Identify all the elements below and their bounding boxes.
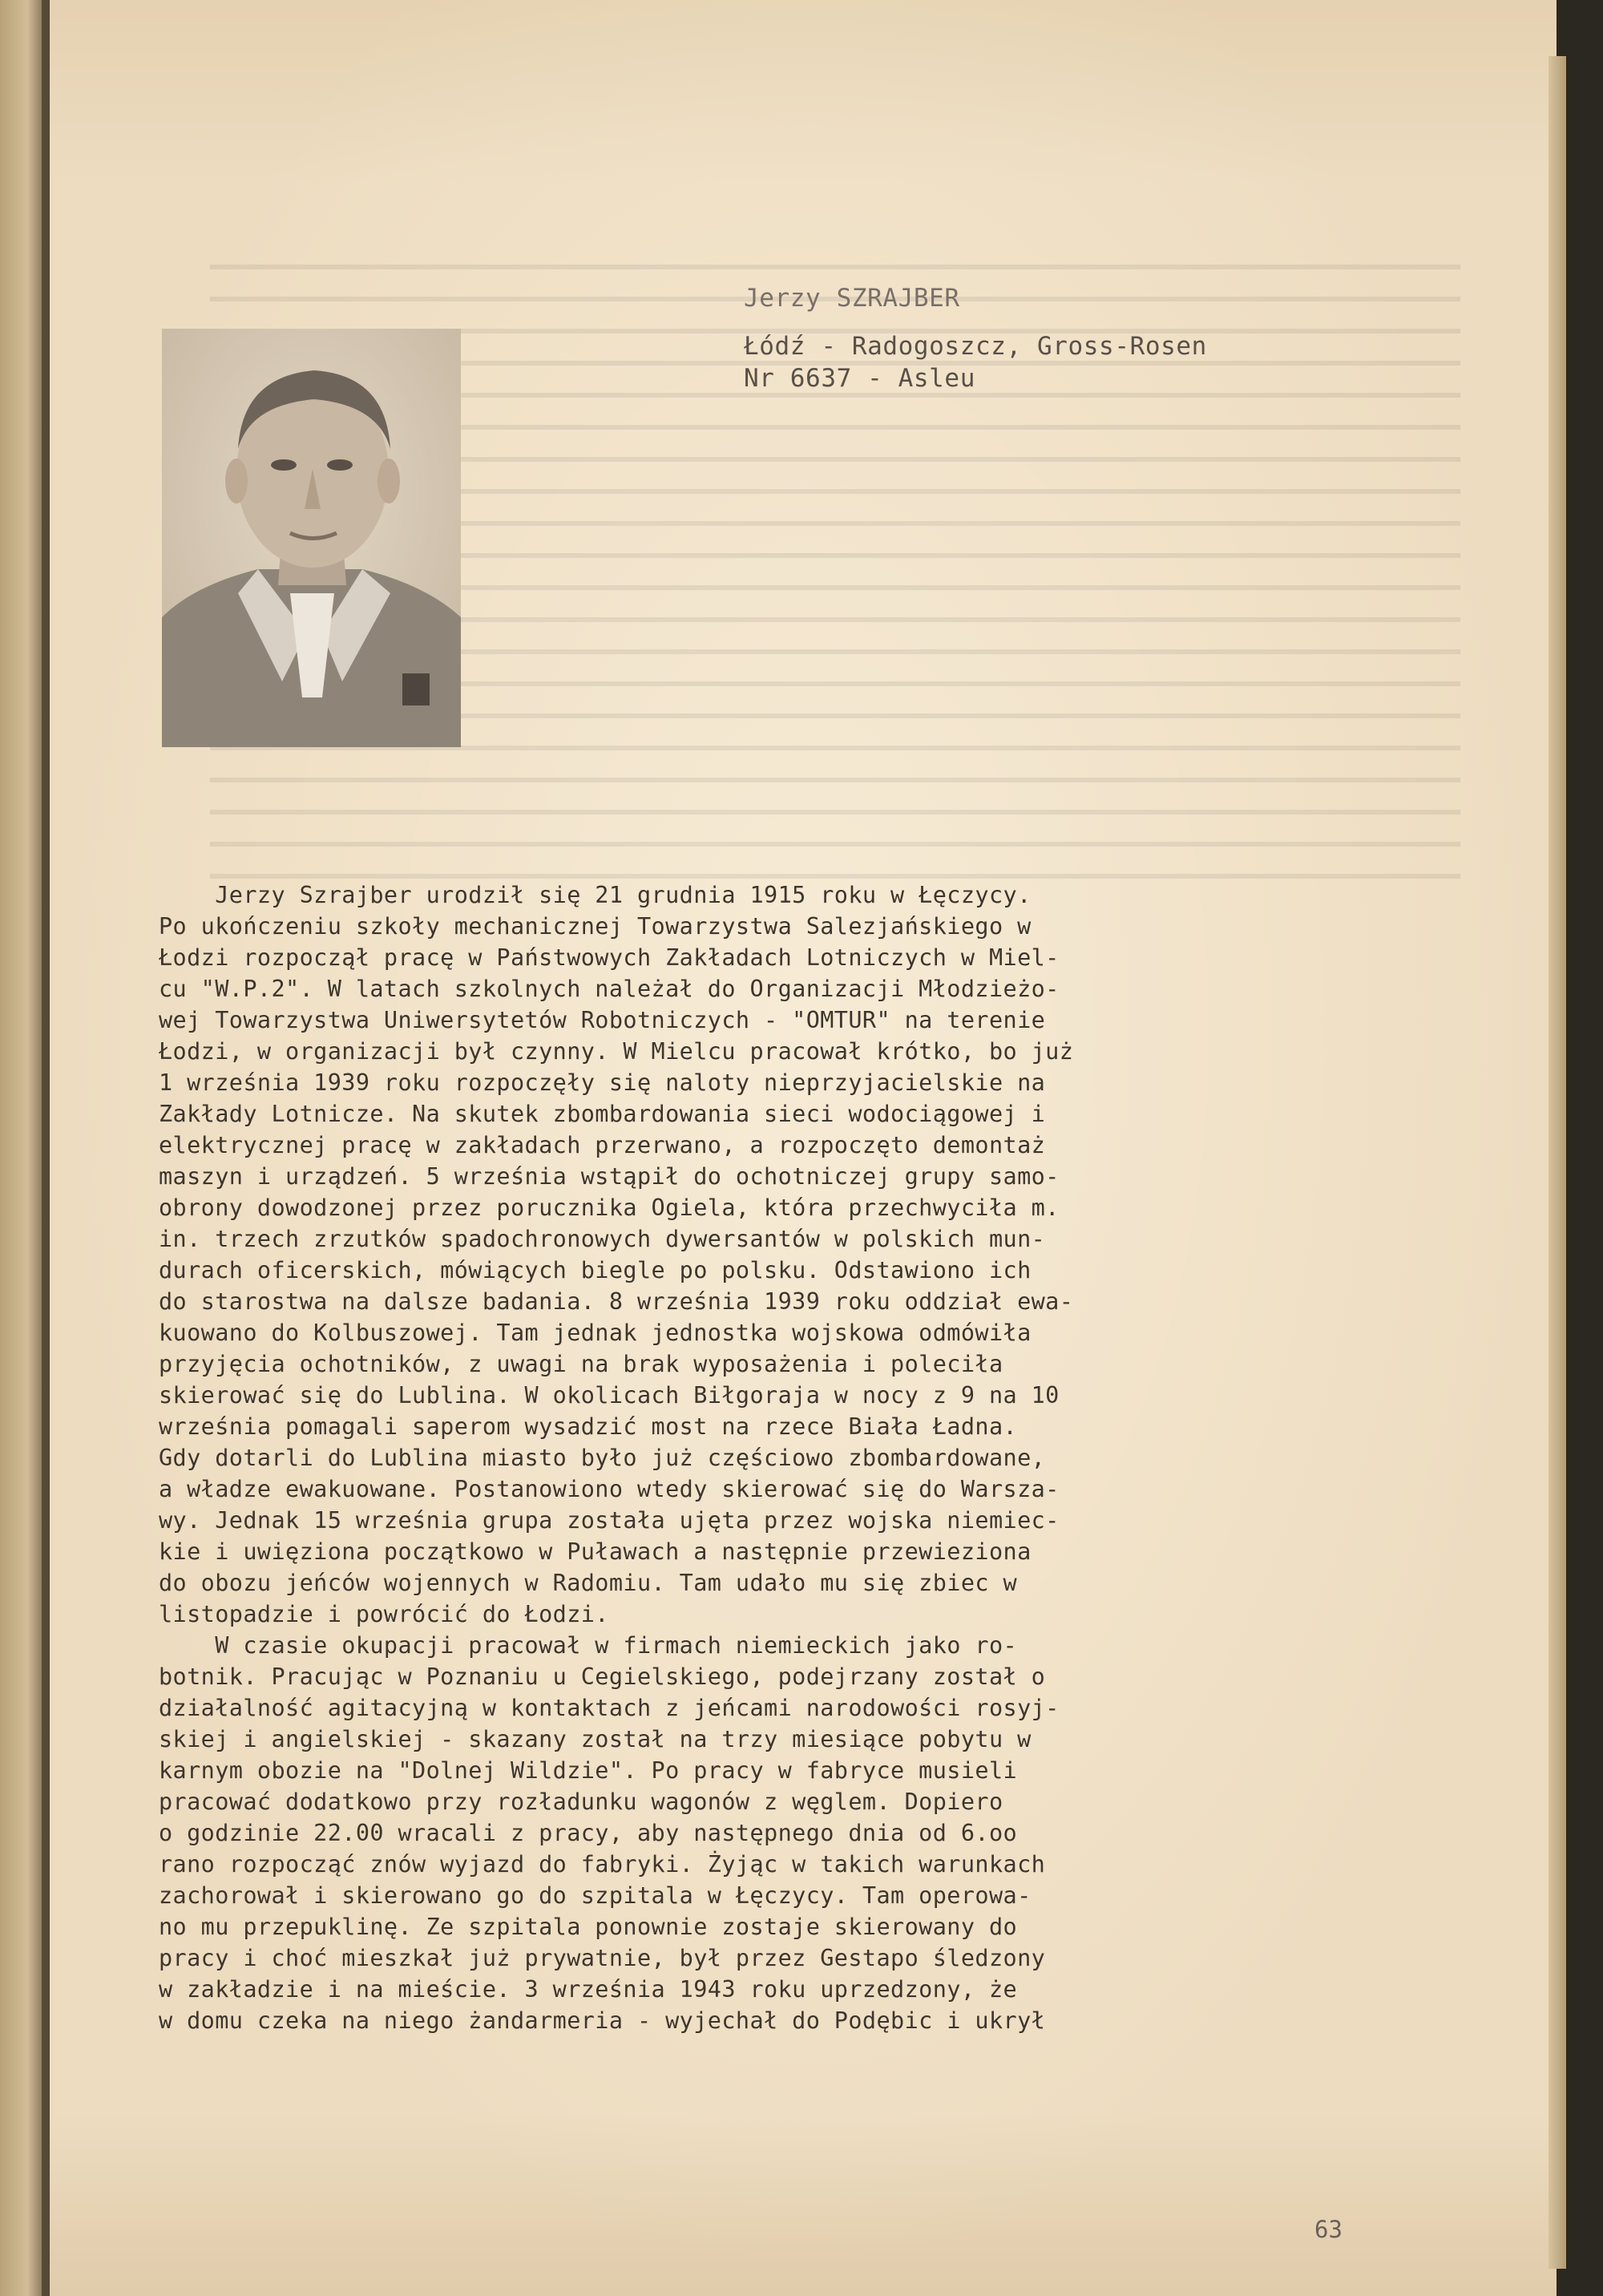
text-line: wy. Jednak 15 września grupa została ujęta przez wojska niemiec- xyxy=(159,1507,1060,1534)
text-line: Jerzy Szrajber urodził się 21 grudnia 1915 roku w Łęczycy. xyxy=(159,882,1032,908)
text-line: Łodzi, w organizacji był czynny. W Mielcu pracował krótko, bo już xyxy=(159,1038,1074,1065)
body-text xyxy=(159,879,1393,2036)
text-line: elektrycznej pracę w zakładach przerwano, a rozpoczęto demontaż xyxy=(159,1132,1046,1158)
text-line: botnik. Pracując w Poznaniu u Cegielskiego, podejrzany został o xyxy=(159,1663,1046,1690)
text-line: Gdy dotarli do Lublina miasto było już częściowo zbombardowane, xyxy=(159,1445,1046,1471)
text-line: W czasie okupacji pracował w firmach niemieckich jako ro- xyxy=(159,1632,1018,1659)
person-name: Jerzy SZRAJBER xyxy=(744,284,960,313)
text-line: działalność agitacyjną w kontaktach z jeńcami narodowości rosyj- xyxy=(159,1695,1060,1721)
text-line: Zakłady Lotnicze. Na skutek zbombardowania sieci wodociągowej i xyxy=(159,1101,1046,1127)
text-line: cu "W.P.2". W latach szkolnych należał do Organizacji Młodzieżo- xyxy=(159,976,1060,1002)
text-line: pracy i choć mieszkał już prywatnie, był przez Gestapo śledzony xyxy=(159,1945,1046,1971)
text-line: no mu przepuklinę. Ze szpitala ponownie zostaje skierowany do xyxy=(159,1914,1018,1940)
camps-line: Łódź - Radogoszcz, Gross-Rosen xyxy=(744,332,1207,361)
text-line: listopadzie i powrócić do Łodzi. xyxy=(159,1601,609,1627)
text-line: in. trzech zrzutków spadochronowych dywersantów w polskich mun- xyxy=(159,1226,1046,1252)
text-line: o godzinie 22.00 wracali z pracy, aby następnego dnia od 6.oo xyxy=(159,1820,1018,1846)
text-line: w zakładzie i na mieście. 3 września 1943 roku uprzedzony, że xyxy=(159,1976,1018,2003)
text-line: karnym obozie na "Dolnej Wildzie". Po pracy w fabryce musieli xyxy=(159,1757,1018,1784)
text-line: wej Towarzystwa Uniwersytetów Robotniczych - "OMTUR" na terenie xyxy=(159,1007,1046,1033)
header-block xyxy=(744,282,1207,394)
text-line: 1 września 1939 roku rozpoczęły się naloty nieprzyjacielskie na xyxy=(159,1069,1046,1096)
portrait-photo-icon xyxy=(162,329,461,747)
page-number: 63 xyxy=(1314,2216,1343,2243)
prisoner-number-line: Nr 6637 - Asleu xyxy=(744,364,975,393)
text-line: skiej i angielskiej - skazany został na trzy miesiące pobytu w xyxy=(159,1726,1032,1752)
text-line: przyjęcia ochotników, z uwagi na brak wyposażenia i poleciła xyxy=(159,1351,1003,1377)
text-line: obrony dowodzonej przez porucznika Ogiela, która przechwyciła m. xyxy=(159,1194,1060,1221)
text-line: kuowano do Kolbuszowej. Tam jednak jednostka wojskowa odmówiła xyxy=(159,1320,1032,1346)
text-line: Po ukończeniu szkoły mechanicznej Towarzystwa Salezjańskiego w xyxy=(159,913,1032,940)
text-line: skierować się do Lublina. W okolicach Biłgoraja w nocy z 9 na 10 xyxy=(159,1382,1060,1409)
portrait-photo xyxy=(162,329,461,747)
text-line: do obozu jeńców wojennych w Radomiu. Tam udało mu się zbiec w xyxy=(159,1570,1018,1596)
text-line: Łodzi rozpoczął pracę w Państwowych Zakładach Lotniczych w Miel- xyxy=(159,944,1060,971)
text-line: do starostwa na dalsze badania. 8 września 1939 roku oddział ewa- xyxy=(159,1288,1074,1315)
text-line: w domu czeka na niego żandarmeria - wyjechał do Podębic i ukrył xyxy=(159,2007,1046,2034)
text-line: maszyn i urządzeń. 5 września wstąpił do ochotniczej grupy samo- xyxy=(159,1163,1060,1190)
text-line: zachorował i skierowano go do szpitala w Łęczycy. Tam operowa- xyxy=(159,1882,1032,1909)
text-line: września pomagali saperom wysadzić most na rzece Biała Ładna. xyxy=(159,1413,1018,1440)
text-line: kie i uwięziona początkowo w Puławach a następnie przewieziona xyxy=(159,1538,1032,1565)
text-line: a władze ewakuowane. Postanowiono wtedy skierować się do Warsza- xyxy=(159,1476,1060,1502)
text-line: durach oficerskich, mówiących biegle po polsku. Odstawiono ich xyxy=(159,1257,1032,1283)
page-right-edge xyxy=(1548,56,1566,2269)
text-line: pracować dodatkowo przy rozładunku wagonów z węglem. Dopiero xyxy=(159,1789,1003,1815)
text-line: rano rozpocząć znów wyjazd do fabryki. Żyjąc w takich warunkach xyxy=(159,1851,1046,1878)
